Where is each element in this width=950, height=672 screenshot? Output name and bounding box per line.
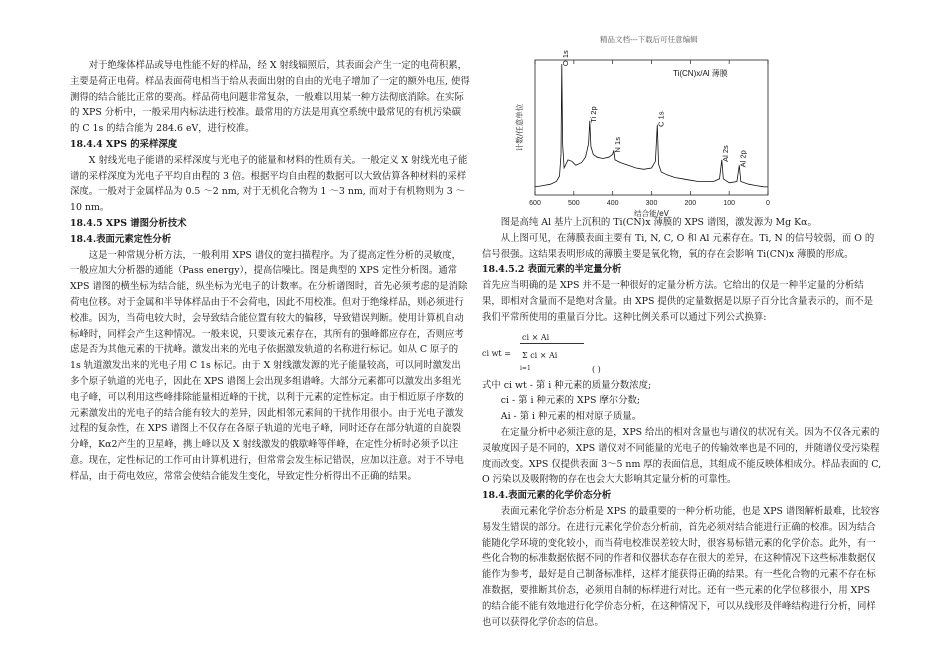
formula-lhs: ci wt = bbox=[482, 348, 511, 358]
x-tick-label: 400 bbox=[606, 200, 619, 207]
x-tick-label: 500 bbox=[567, 200, 580, 207]
paragraph-sampling-depth: X 射线光电子能谱的采样深度与光电子的能量和材料的性质有关。一般定义 X 射线光电子能谱的采样深度为光电子平均自由程的 3 倍。根据平均自由程的数据可以大致估算各种材料的采样深度。一般对于金属样品为 0.5 ～2 nm, 对于无机化合物为 1 ～3 nm, 而对于有机物则为 3 ～10 nm。 bbox=[70, 154, 468, 214]
paragraph-quant-notes: 在定量分析中必须注意的是，XPS 给出的相对含量也与谱仪的状况有关。因为不仅各元素的灵敏度因子是不同的，XPS 谱仪对不同能量的光电子的传输效率也是不同的，并随谱仪受污染程度而改变。XPS 仅提供表面 3～5 nm 厚的表面信息，其组成不能反映体相成分。样品表面的 C, O 污染以及吸附物的存在也会大大影响其定量分析的可靠性。 bbox=[482, 426, 882, 486]
chart-title: Ti(CN)x/Al 薄膜 bbox=[673, 69, 728, 78]
paragraph-charging: 对于绝缘体样品或导电性能不好的样品，经 X 射线辐照后，其表面会产生一定的电荷积累，主要是荷正电荷。样品表面荷电相当于给从表面出射的自由的光电子增加了一定的额外电压, 使得测得的结合能比正常的要高。样品荷电问题非常复杂，一般难以用某一种方法彻底消除。在实际的 XPS 分析中，一般采用内标法进行校准。最常用的方法是用真空系统中最常见的有机污染碳的 C 1s 的结合能为 284.6 eV，进行校准。 bbox=[70, 60, 470, 135]
xps-spectrum-svg bbox=[510, 50, 780, 218]
x-tick-label: 200 bbox=[684, 200, 697, 207]
figure-caption: 图是高纯 Al 基片上沉积的 Ti(CN)x 薄膜的 XPS 谱图，激发源为 Mg Kα。 bbox=[500, 217, 817, 228]
x-tick-label: 100 bbox=[723, 200, 736, 207]
page-header: 精品文档---下载后可任意编辑 bbox=[600, 35, 698, 44]
heading-spectrum-analysis: 18.4.5 XPS 谱图分析技术 bbox=[70, 217, 187, 229]
peak-label: Al 2s bbox=[720, 145, 730, 162]
heading-chemical-state: 18.4.表面元素的化学价态分析 bbox=[482, 490, 612, 502]
xps-spectrum-chart bbox=[510, 50, 780, 218]
definition-mass-fraction: 式中 ci wt - 第 i 种元素的质量分数浓度; bbox=[482, 379, 652, 391]
formula-denominator: Σ ci × Ai bbox=[522, 350, 558, 360]
formula-fraction-bar bbox=[520, 343, 584, 344]
definition-atomic-mass: Ai - 第 i 种元素的相对原子质量。 bbox=[500, 411, 642, 423]
formula-mass-fraction bbox=[482, 326, 882, 378]
right-column bbox=[482, 215, 882, 630]
peak-label: O 1s bbox=[560, 50, 570, 67]
formula-numerator: ci × Ai bbox=[522, 332, 550, 342]
x-tick-label: 600 bbox=[529, 200, 541, 207]
x-axis-label: 结合能/eV bbox=[634, 209, 669, 218]
paragraph-results: 从上图可见，在薄膜表面主要有 Ti, N, C, O 和 Al 元素存在。Ti, N 的信号较弱，而 O 的信号很强。这结果表明形成的薄膜主要是氧化物，氧的存在会影响 Ti(CN)x 薄膜的形成。 bbox=[482, 232, 875, 260]
formula-number: ( ) bbox=[592, 364, 601, 374]
x-tick-label: 300 bbox=[645, 200, 658, 207]
paragraph-chemical-state: 表面元素化学价态分析是 XPS 的最重要的一种分析功能，也是 XPS 谱图解析最难，比较容易发生错误的部分。在进行元素化学价态分析前，首先必须对结合能进行正确的校准。因为结合能随化学环境的变化较小，而当荷电校准误差较大时，很容易标错元素的化学价态。此外，有一些化合物的标准数据依据不同的作者和仪器状态存在很大的差异，在这种情况下这些标准数据仅能作为参考，最好是自己制备标准样，这样才能获得正确的结果。有一些化合物的元素不存在标准数据，要推断其价态，必须用自制的标样进行对比。还有一些元素的化学位移很小，用 XPS 的结合能不能有效地进行化学价态分析，在这种情况下，可以从线形及伴峰结构进行分析，同样也可以获得化学价态的信息。 bbox=[482, 505, 880, 628]
y-axis-label: 计数/任意单位 bbox=[515, 103, 524, 152]
formula-sum-lower: i=1 bbox=[520, 364, 531, 372]
left-column bbox=[70, 58, 470, 485]
paragraph-qualitative: 这是一种常规分析方法，一般利用 XPS 谱仪的宽扫描程序。为了提高定性分析的灵敏度，一般应加大分析器的通能（Pass energy），提高信噪比。图是典型的 XPS 定性分析图。通常 XPS 谱图的横坐标为结合能，纵坐标为光电子的计数率。在分析谱图时，首先必须考虑的是消除荷电位移。对于金属和半导体样品由于不会荷电，因此不用校准。但对于绝缘样品，则必须进行校准。因为，当荷电较大时，会导致结合能位置有较大的偏移，导致错误判断。使用计算机自动标峰时，同样会产生这种情况。一般来说，只要该元素存在，其所有的强峰都应存在，否则应考虑是否为其他元素的干扰峰。激发出来的光电子依据激发轨道的名称进行标记。如从 C 原子的 1s 轨道激发出来的光电子用 C 1s 标记。由于 X 射线激发源的光子能量较高，可以同时激发出多个原子轨道的光电子，因此在 XPS 谱图上会出现多组谱峰。大部分元素都可以激发出多组光电子峰，可以利用这些峰排除能量相近峰的干扰，以利于元素的定性标定。由于相近原子序数的元素激发出的光电子的结合能有较大的差异，因此相邻元素间的干扰作用很小。由于光电子激发过程的复杂性，在 XPS 谱图上不仅存在各原子轨道的光电子峰，同时还存在部分轨道的自旋裂分峰，Kα2产生的卫星峰，携上峰以及 X 射线激发的俄歇峰等伴峰，在定性分析时必须予以注意。现在，定性标记的工作可由计算机进行，但常常会发生标记错误，应加以注意。对于不导电样品，由于荷电效应，常常会使结合能发生变化，导致定性分析得出不正确的结果。 bbox=[70, 249, 468, 482]
peak-label: N 1s bbox=[612, 137, 622, 153]
heading-sampling-depth: 18.4.4 XPS 的采样深度 bbox=[70, 138, 178, 150]
plot-frame bbox=[535, 60, 768, 195]
heading-semi-quantitative: 18.4.5.2 表面元素的半定量分析 bbox=[482, 264, 622, 276]
x-tick-label: 0 bbox=[766, 200, 770, 207]
peak-label: Ti 2p bbox=[588, 106, 598, 123]
peak-label: C 1s bbox=[656, 111, 666, 127]
peak-label: Al 2p bbox=[738, 150, 748, 168]
heading-qualitative: 18.4.表面元素定性分析 bbox=[70, 233, 172, 245]
spectrum-line bbox=[535, 64, 768, 187]
paragraph-semi-quantitative: 首先应当明确的是 XPS 并不是一种很好的定量分析方法。它给出的仅是一种半定量的分析结果，即相对含量而不是绝对含量。由 XPS 提供的定量数据是以原子百分比含量表示的，而不是我们平常所使用的重量百分比。这种比例关系可以通过下列公式换算: bbox=[482, 280, 873, 323]
definition-mole-fraction: ci - 第 i 种元素的 XPS 摩尔分数; bbox=[500, 395, 641, 407]
